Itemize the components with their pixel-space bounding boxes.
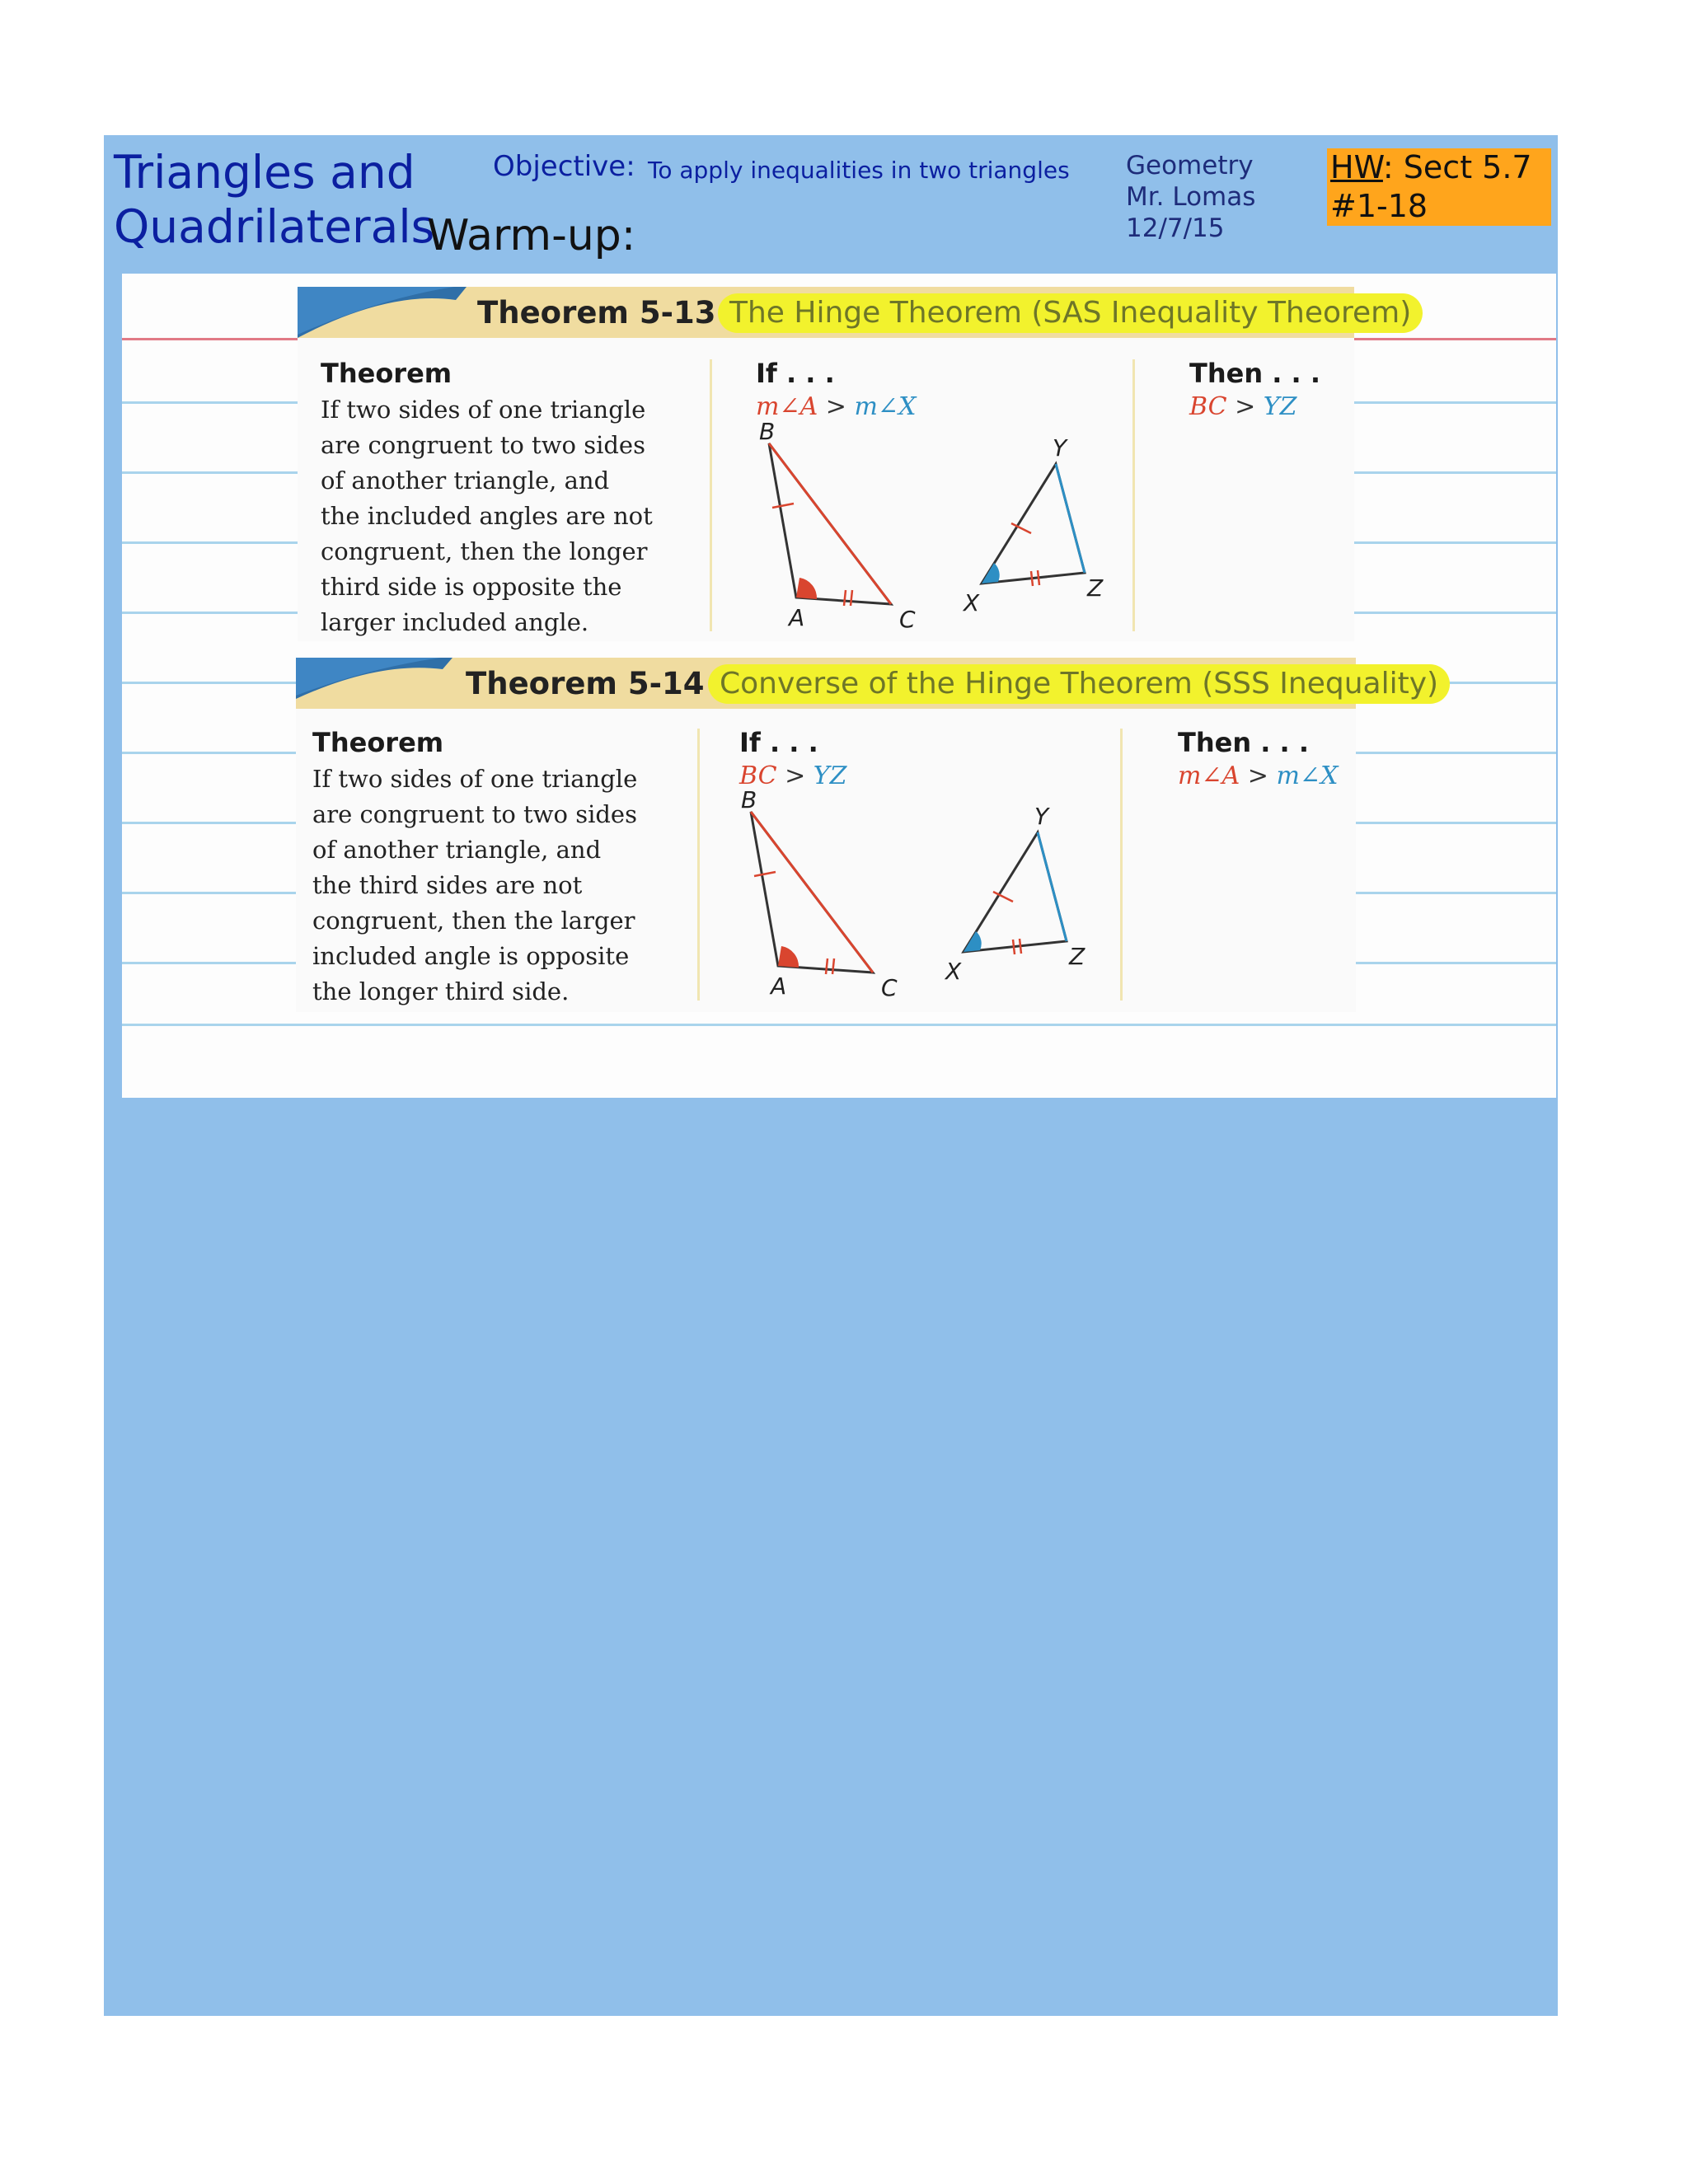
theorem-5-13-name: The Hinge Theorem (SAS Inequality Theorem) (718, 293, 1423, 333)
statement-line: of another triangle, and (312, 836, 602, 864)
homework-section: : Sect 5.7 (1382, 149, 1532, 185)
statement-line: If two sides of one triangle (312, 765, 638, 793)
hypothesis-left: m∠A (756, 392, 818, 421)
angle-x-marker (964, 931, 982, 952)
vertex-z-label: Z (1069, 943, 1085, 970)
textbook-excerpt (122, 274, 1556, 1098)
statement-line: larger included angle. (321, 608, 589, 636)
statement-line: the longer third side. (312, 977, 570, 1005)
hypothesis-right: YZ (813, 762, 847, 790)
angle-a-marker (778, 946, 799, 968)
if-column-heading: If . . . (739, 727, 818, 758)
statement-line: third side is opposite the (321, 573, 622, 601)
statement-line: are congruent to two sides (312, 800, 637, 828)
hypothesis-left: BC (739, 762, 777, 790)
vertex-a-label: A (771, 972, 787, 1000)
homework-label: HW (1330, 149, 1383, 185)
theorem-5-13-number: Theorem 5-13 (477, 295, 716, 330)
statement-line: of another triangle, and (321, 466, 610, 494)
angle-a-marker (796, 578, 817, 599)
then-column-heading: Then . . . (1189, 358, 1320, 389)
greater-than-sign: > (1247, 762, 1268, 790)
triangle-abc-diagram (759, 418, 924, 633)
vertex-x-label: X (964, 589, 980, 616)
triangle-xyz-diagram (957, 431, 1122, 629)
theorem-5-14-number: Theorem 5-14 (466, 666, 705, 701)
homework-problems: #1-18 (1330, 188, 1428, 224)
greater-than-sign: > (785, 762, 806, 790)
statement-line: congruent, then the larger (312, 907, 635, 935)
column-divider (697, 729, 700, 1001)
course-name: Geometry (1126, 151, 1254, 180)
objective-text: To apply inequalities in two triangles (648, 157, 1070, 184)
theorem-5-14-name: Converse of the Hinge Theorem (SSS Inequality) (708, 664, 1450, 704)
key-concept-flag-icon (298, 287, 467, 338)
column-divider (1120, 729, 1123, 1001)
ruled-line (122, 1024, 1556, 1026)
key-concept-flag-icon (296, 658, 465, 709)
conclusion-left: m∠A (1178, 762, 1240, 790)
theorem-5-13-box (298, 287, 1412, 641)
statement-line: are congruent to two sides (321, 431, 645, 459)
theorem-5-13-hypothesis (756, 392, 916, 421)
homework-box (1327, 148, 1551, 226)
theorem-5-13-conclusion (1189, 392, 1296, 421)
teacher-name: Mr. Lomas (1126, 182, 1256, 212)
vertex-c-label: C (881, 974, 898, 1001)
then-column-heading: Then . . . (1178, 727, 1309, 758)
theorem-5-14-box (296, 658, 1439, 1012)
hypothesis-right: m∠X (854, 392, 917, 421)
statement-line: the included angles are not (321, 502, 653, 530)
theorem-5-14-statement (312, 762, 683, 1010)
theorem-5-13-statement (321, 392, 692, 640)
theorem-5-14-conclusion (1178, 762, 1338, 790)
homework-line-1 (1330, 148, 1551, 187)
title-line-1: Triangles and (114, 146, 415, 199)
statement-line: the third sides are not (312, 871, 583, 899)
statement-line: included angle is opposite (312, 942, 630, 970)
statement-line: congruent, then the longer (321, 537, 648, 565)
if-column-heading: If . . . (756, 358, 835, 389)
statement-line: If two sides of one triangle (321, 396, 646, 424)
title-line-2: Quadrilaterals (114, 200, 435, 253)
vertex-y-label: Y (1034, 803, 1049, 830)
vertex-a-label: A (789, 604, 805, 631)
conclusion-left: BC (1189, 392, 1227, 421)
angle-x-marker (982, 563, 1000, 583)
greater-than-sign: > (1235, 392, 1256, 421)
course-info (1126, 150, 1255, 244)
vertex-b-label: B (759, 418, 776, 445)
column-divider (1132, 359, 1135, 631)
triangle-xyz-diagram (939, 799, 1104, 997)
column-divider (710, 359, 712, 631)
vertex-y-label: Y (1053, 434, 1067, 462)
vertex-x-label: X (945, 958, 962, 985)
conclusion-right: YZ (1263, 392, 1297, 421)
notes-page (104, 135, 1558, 2016)
lesson-date: 12/7/15 (1126, 213, 1225, 243)
vertex-z-label: Z (1087, 574, 1104, 602)
objective-label: Objective: (493, 150, 635, 183)
conclusion-right: m∠X (1276, 762, 1339, 790)
vertex-b-label: B (741, 786, 757, 813)
greater-than-sign: > (825, 392, 846, 421)
theorem-column-heading: Theorem (312, 727, 444, 758)
triangle-abc-diagram (741, 786, 906, 1001)
theorem-column-heading: Theorem (321, 358, 452, 389)
vertex-c-label: C (899, 606, 916, 633)
warmup-label: Warm-up: (427, 211, 636, 260)
page-title (114, 145, 434, 254)
